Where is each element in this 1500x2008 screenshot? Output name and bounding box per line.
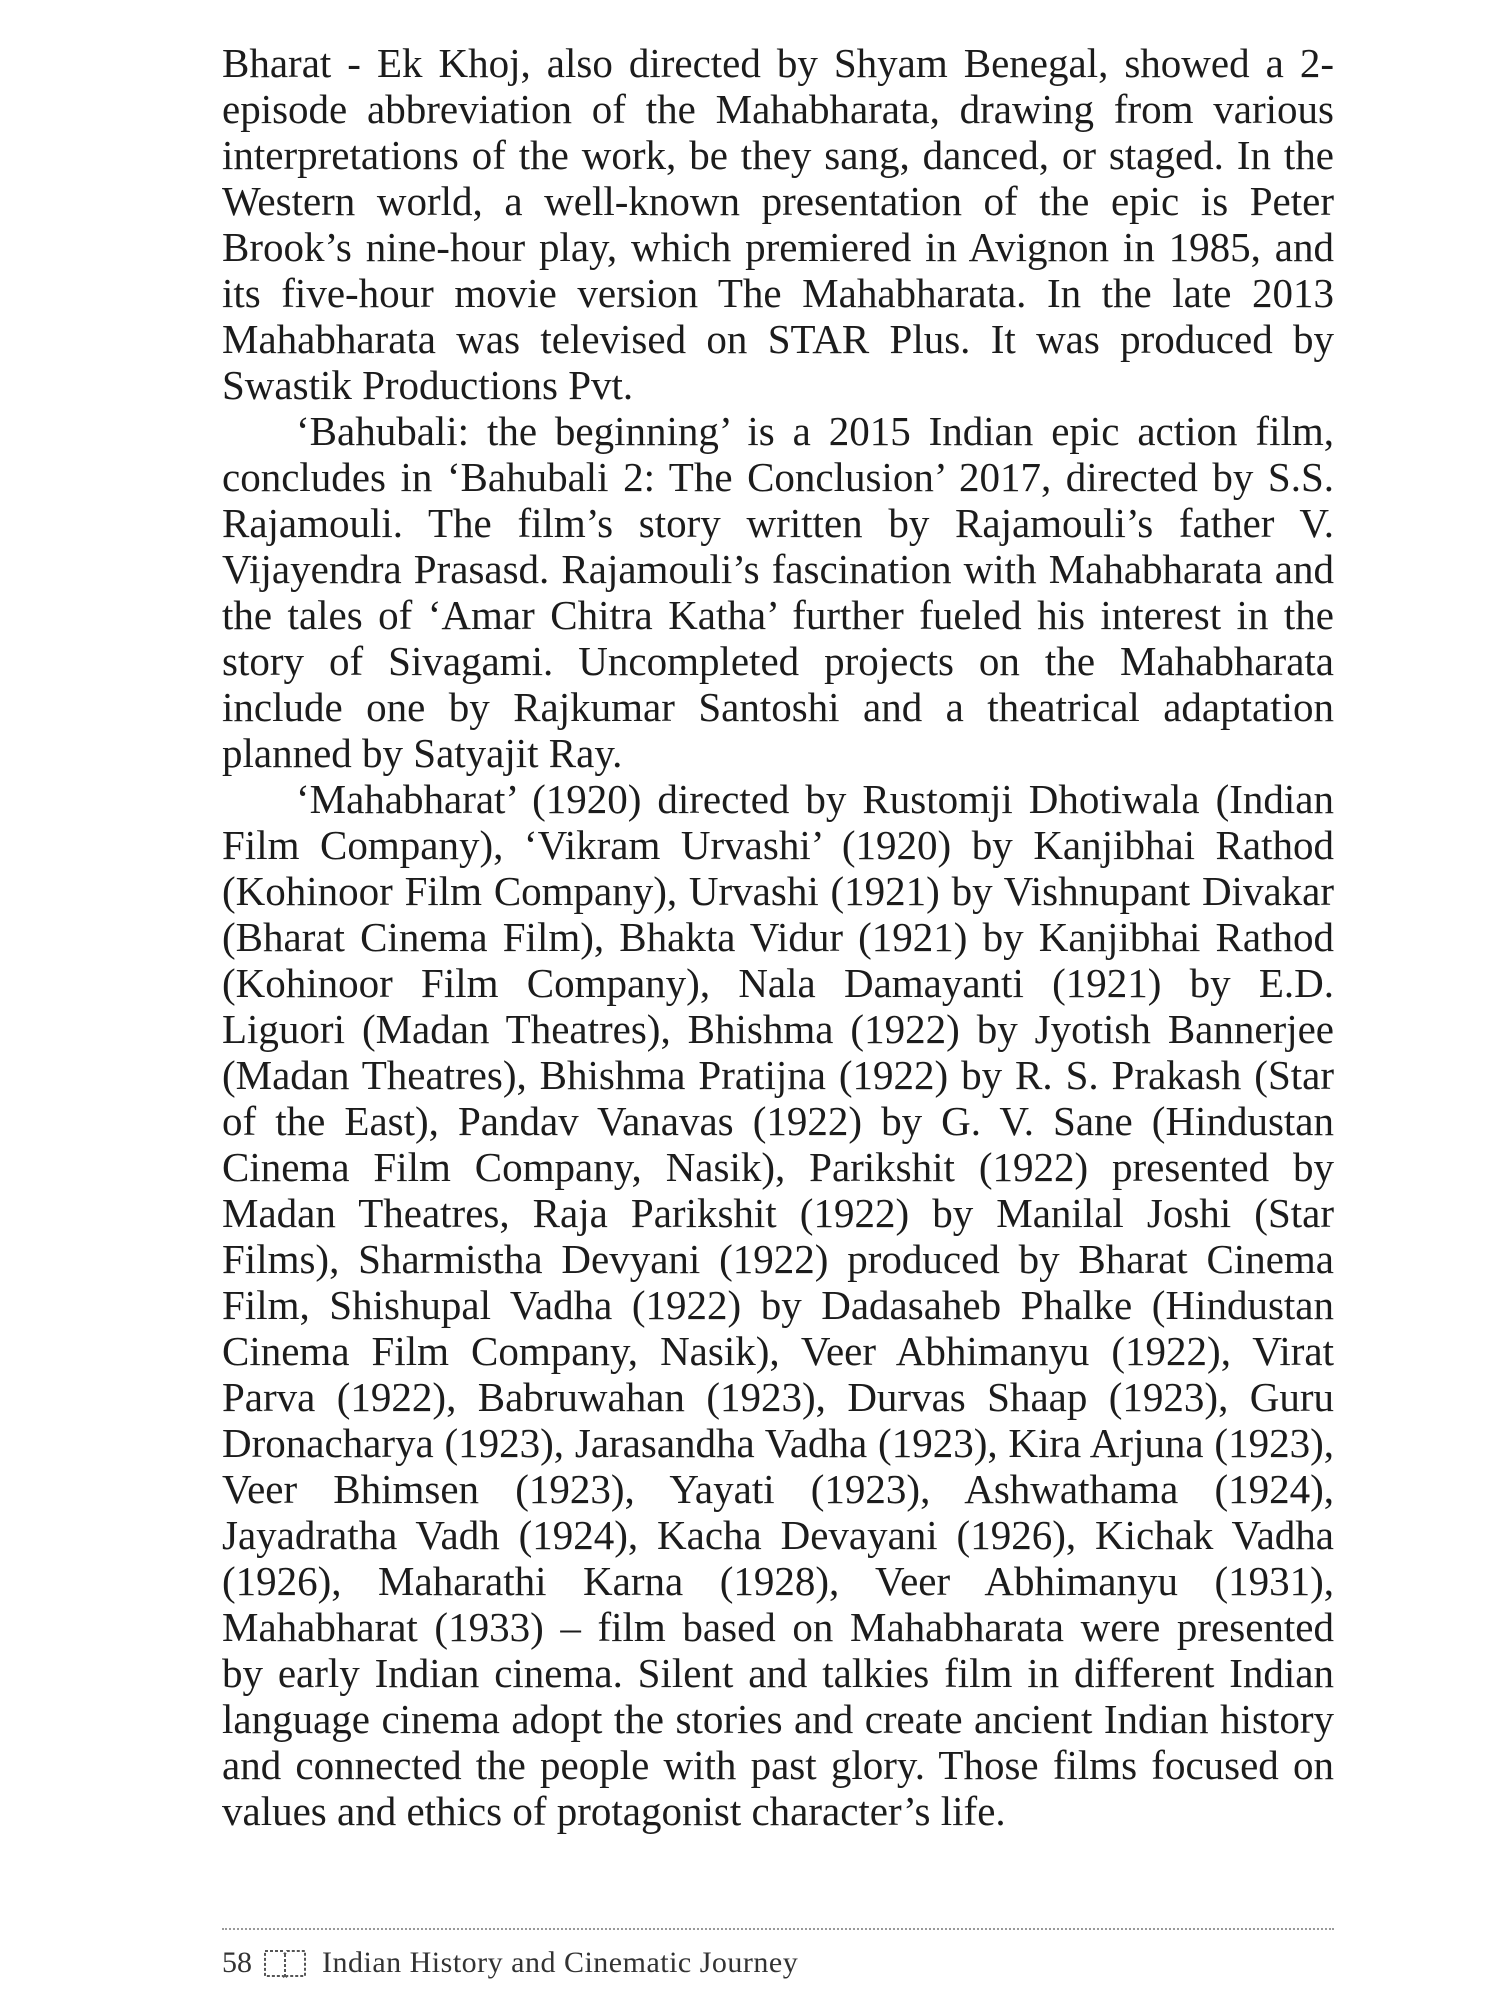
paragraph-early-mahabharat-films: ‘Mahabharat’ (1920) directed by Rustomji Dhotiwala (Indian Film Company), ‘Vikram Urvashi’ (1920) by Kanjibhai Rathod (Kohinoor Film Company), Urvashi (1921) by Vishnupant Divakar (Bharat Cinema Film), Bhakta Vidur (1921) by Kanjibhai Rathod (Kohinoor Film Company), Nala Damayanti (1921) by E.D. Liguori (Madan Theatres), Bhishma (1922) by Jyotish Bannerjee (Madan Theatres), Bhishma Pratijna (1922) by R. S. Prakash (Star of the East), Pandav Vanavas (1922) by G. V. Sane (Hindustan Cinema Film Company, Nasik), Parikshit (1922) presented by Madan Theatres, Raja Parikshit (1922) by Manilal Joshi (Star Films), Sharmistha Devyani (1922) produced by Bharat Cinema Film, Shishupal Vadha (1922) by Dadasaheb Phalke (Hindustan Cinema Film Company, Nasik), Veer Abhimanyu (1922), Virat Parva (1922), Babruwahan (1923), Durvas Shaap (1923), Guru Dronacharya (1923), Jarasandha Vadha (1923), Kira Arjuna (1923), Veer Bhimsen (1923), Yayati (1923), Ashwathama (1924), Jayadratha Vadh (1924), Kacha Devayani (1926), Kichak Vadha (1926), Maharathi Karna (1928), Veer Abhimanyu (1931), Mahabharat (1933) – film based on Mahabharata were presented by early Indian cinema. Silent and talkies film in different Indian language cinema adopt the stories and create ancient Indian history and connected the people with past glory. Those films focused on values and ethics of protagonist character’s life. (222, 776, 1334, 1834)
open-book-icon (262, 1946, 308, 1980)
footer-row (222, 1946, 798, 1980)
page-number: 58 (222, 1946, 252, 1979)
running-title: Indian History and Cinematic Journey (322, 1946, 799, 1979)
page-footer (222, 1928, 1334, 2008)
paragraph-bahubali: ‘Bahubali: the beginning’ is a 2015 Indian epic action film, concludes in ‘Bahubali 2: The Conclusion’ 2017, directed by S.S. Rajamouli. The film’s story written by Rajamouli’s father V. Vijayendra Prasasd. Rajamouli’s fascination with Mahabharata and the tales of ‘Amar Chitra Katha’ further fueled his interest in the story of Sivagami. Uncompleted projects on the Mahabharata include one by Rajkumar Santoshi and a theatrical adaptation planned by Satyajit Ray. (222, 408, 1334, 776)
footer-divider (222, 1928, 1334, 1930)
page-body (222, 40, 1334, 1834)
paragraph-bharat-ek-khoj: Bharat - Ek Khoj, also directed by Shyam Benegal, showed a 2-episode abbreviation of the Mahabharata, drawing from various interpretations of the work, be they sang, danced, or staged. In the Western world, a well-known presentation of the epic is Peter Brook’s nine-hour play, which premiered in Avignon in 1985, and its five-hour movie version The Mahabharata. In the late 2013 Mahabharata was televised on STAR Plus. It was produced by Swastik Productions Pvt. (222, 40, 1334, 408)
